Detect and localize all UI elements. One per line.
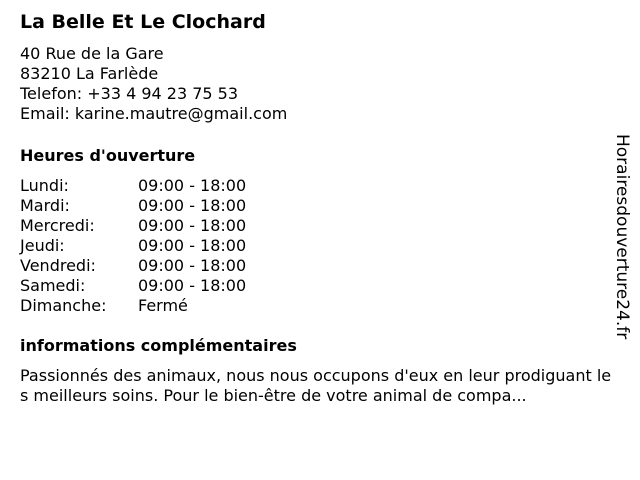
- hours-table: [20, 176, 610, 316]
- address-block: [20, 44, 610, 124]
- phone-number: Telefon: +33 4 94 23 75 53: [20, 84, 239, 103]
- hours-time: 09:00 - 18:00: [138, 276, 247, 295]
- hours-row-vendredi: [20, 256, 610, 276]
- hours-time: Fermé: [138, 296, 188, 315]
- hours-day: Mardi:: [20, 196, 70, 215]
- site-watermark: Horairesdouverture24.fr: [612, 134, 632, 340]
- street-address: 40 Rue de la Gare: [20, 44, 164, 63]
- hours-row-lundi: [20, 176, 610, 196]
- hours-day: Jeudi:: [20, 236, 65, 255]
- hours-row-jeudi: [20, 236, 610, 256]
- hours-day: Mercredi:: [20, 216, 95, 235]
- hours-heading: Heures d'ouverture: [20, 146, 196, 165]
- hours-time: 09:00 - 18:00: [138, 216, 247, 235]
- business-card: [20, 10, 610, 406]
- business-name: La Belle Et Le Clochard: [20, 11, 266, 33]
- email-address: Email: karine.mautre@gmail.com: [20, 104, 288, 123]
- hours-time: 09:00 - 18:00: [138, 176, 247, 195]
- info-heading: informations complémentaires: [20, 336, 297, 355]
- hours-day: Samedi:: [20, 276, 86, 295]
- hours-row-mardi: [20, 196, 610, 216]
- hours-time: 09:00 - 18:00: [138, 236, 247, 255]
- city-postcode: 83210 La Farlède: [20, 64, 159, 83]
- hours-time: 09:00 - 18:00: [138, 196, 247, 215]
- hours-row-dimanche: [20, 296, 610, 316]
- hours-day: Vendredi:: [20, 256, 96, 275]
- hours-row-samedi: [20, 276, 610, 296]
- hours-time: 09:00 - 18:00: [138, 256, 247, 275]
- info-description: Passionnés des animaux, nous nous occupons d'eux en leur prodiguant les meilleurs soins. Pour le bien-être de votre animal de compa...: [20, 366, 612, 405]
- hours-day: Dimanche:: [20, 296, 107, 315]
- hours-row-mercredi: [20, 216, 610, 236]
- hours-day: Lundi:: [20, 176, 69, 195]
